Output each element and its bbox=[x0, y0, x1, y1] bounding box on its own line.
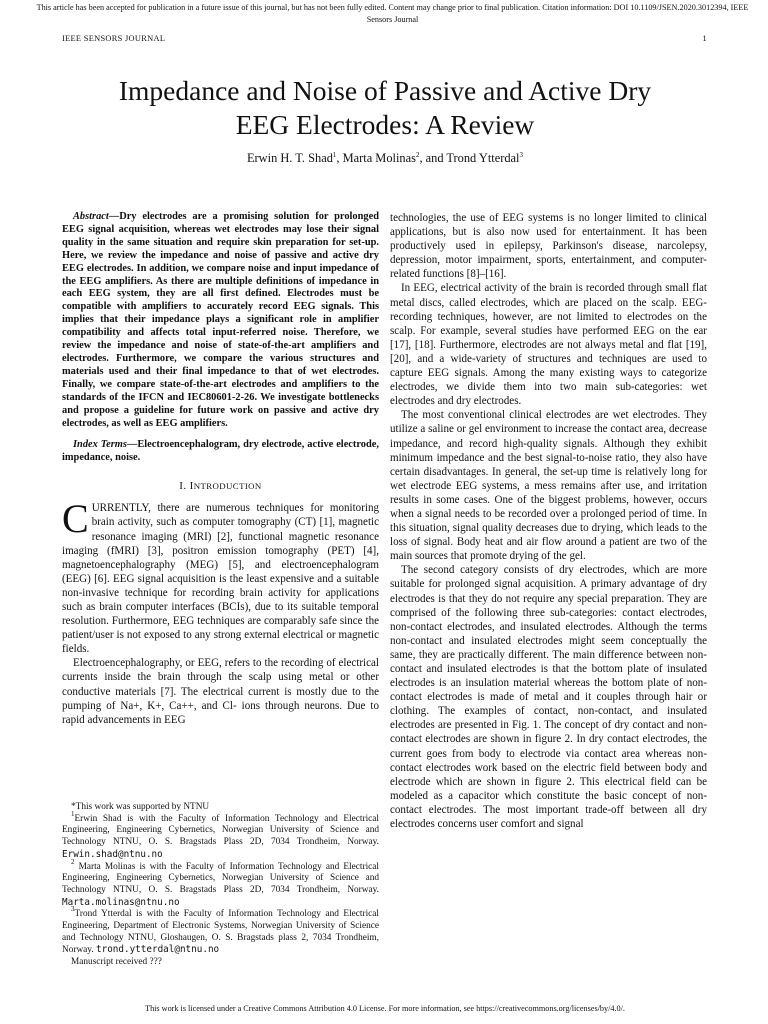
author-separator-2: , and bbox=[419, 151, 447, 165]
email-link[interactable]: Marta.molinas@ntnu.no bbox=[62, 896, 180, 908]
author-separator-1: , bbox=[336, 151, 343, 165]
author-list bbox=[40, 151, 730, 166]
left-column bbox=[62, 211, 379, 727]
abstract bbox=[62, 211, 379, 430]
body-paragraph-1: technologies, the use of EEG systems is no longer limited to clinical applications, but is also now used for entertainment. It has been productively used in epilepsy, Parkinson's disease, narcolepsy, depression, motor impairment, sports, entertainment, and computer-related functions [8]–[16]. bbox=[390, 212, 707, 281]
abstract-text: —Dry electrodes are a promising solution for prolonged EEG signal acquisition, whereas wet electrodes may lose their signal quality in the same situation and require skin preparation for set-up. Here, we review the impedance and noise of passive and active dry EEG electrodes. In addition, we compare noise and input impedance of the EEG amplifiers. As there are multiple definitions of impedance in each EEG system, they are all first defined. Electrodes must be compatible with amplifiers to accurately record EEG signals. This implies that their impedance plays a significant role in amplifier compatibility and affects total input-referred noise. Therefore, we review the impedance and noise of state-of-the-art amplifiers and electrodes. Furthermore, we compare the various structures and materials used and their final impedance to that of wet electrodes. Finally, we compare state-of-the-art electrodes and amplifiers to the standards of the IFCN and IEC80601-2-26. We investigate bottlenecks and propose a guideline for future work on passive and active dry electrodes, as well as EEG amplifiers. bbox=[62, 211, 379, 429]
abstract-label: Abstract bbox=[73, 211, 109, 222]
author-3: Trond Ytterdal bbox=[446, 151, 520, 165]
index-terms-text: —Electroencephalogram, dry electrode, active electrode, impedance, noise. bbox=[62, 439, 379, 464]
drop-cap: C bbox=[62, 496, 89, 542]
author-1-affil: 1 bbox=[332, 151, 337, 159]
footnotes bbox=[62, 802, 379, 969]
license-footer: This work is licensed under a Creative Commons Attribution 4.0 License. For more information, see https://creativecommons.org/licenses/by/4.0/. bbox=[145, 1004, 625, 1013]
body-paragraph-2: In EEG, electrical activity of the brain is recorded through small flat metal discs, called electrodes, which are placed on the scalp. EEG-recording techniques, however, are not limited to electrodes on the scalp. For example, several studies have performed EEG on the ear [17], [18]. Furthermore, electrodes are not always metal and flat [19], [20], and a wide-variety of structures and techniques are used to capture EEG signals. Among the many existing ways to categorize electrodes, we divide them into two main sub-categories: wet electrodes and dry electrodes. bbox=[390, 282, 707, 408]
email-link[interactable]: Erwin.shad@ntnu.no bbox=[62, 848, 163, 860]
footnote-1: $^1$Erwin Shad is with the Faculty of Information Technology and Electrical Engineering, Engineering Cybernetics, Norwegian University of Science and Technology NTNU, O. S. Bragstads Plass 2D, 7034 Trondheim, Norway. Erwin.shad@ntnu.no bbox=[62, 809, 379, 860]
index-terms-label: Index Terms bbox=[73, 439, 127, 451]
journal-name: IEEE SENSORS JOURNAL bbox=[62, 34, 166, 43]
page-number: 1 bbox=[702, 34, 707, 43]
manuscript-note: Manuscript received ??? bbox=[71, 957, 162, 968]
publication-notice: This article has been accepted for publication in a future issue of this journal, but has not been fully edited. Content may change prior to final publication. Citation information: DOI 10.1109/JSEN.2020.3012394, IEEE Sensors Journal bbox=[36, 3, 749, 24]
section-heading-introduction: I. INTRODUCTION bbox=[179, 480, 262, 493]
footnote-3: $^3$Trond Ytterdal is with the Faculty of Information Technology and Electrical Engineering, Department of Electronic Systems, Norwegian University of Science and Technology NTNU, Gloshaugen, O. S. Bragstads plass 2, 7034 Trondheim, Norway. trond.ytterdal@ntnu.no bbox=[62, 905, 379, 956]
body-paragraph-3: The most conventional clinical electrodes are wet electrodes. They utilize a saline or gel environment to increase the contact area, decrease impedance, and record high-quality signals. Although they exhibit minimum impedance and the best signal-to-noise ratio, they also have certain disadvantages. In general, the set-up time is relatively long for wet electrode EEG systems, a mess remains after use, and irritation results in some cases. One of the biggest problems, however, occurs when a signal needs to be recorded over a prolonged period of time. In this situation, signal quality decreases due to drying, which leads to the loss of signal. Body heat and air flow around a patient are two of the main sources that promote drying of the gel. bbox=[390, 409, 707, 563]
running-header bbox=[62, 34, 707, 43]
intro-paragraph-1: CURRENTLY, there are numerous techniques for monitoring brain activity, such as computer tomography (CT) [1], magnetic resonance imaging (MRI) [2], functional magnetic resonance imaging (fMRI) [3], positron emission tomography (PET) [4], magnetoencephalography (MEG) [5], and electroencephalogram (EEG) [6]. EEG signal acquisition is the least expensive and a suitable non-invasive technique for recording brain activity for applications such as brain computer interfaces (BCIs), due to its suitable temporal resolution. Furthermore, EEG techniques are comparably safe since the patient/user is not exposed to any strong external electrical or magnetic fields. bbox=[62, 496, 379, 656]
author-2: Marta Molinas bbox=[342, 151, 416, 165]
footnote-2: $^2$ Marta Molinas is with the Faculty of Information Technology and Electrical Engineering, Engineering Cybernetics, Norwegian University of Science and Technology NTNU, O. S. Bragstads Plass 2D, 7034 Trondheim, Norway. Marta.molinas@ntnu.no bbox=[62, 857, 379, 908]
body-paragraph-4: The second category consists of dry electrodes, which are more suitable for prolonged signal acquisition. A primary advantage of dry electrodes is that they do not require any special preparation. They are comprised of the following three sub-categories: contact electrodes, non-contact electrodes, and insulated electrodes. Although the terms non-contact and insulated electrodes might seem conceptually the same, they are practically different. The main difference between non-contact and insulated electrodes is that the bottom plate of insulated electrodes is an insulation material whereas the bottom plate of non-contact electrodes is made of metal and it couples through hair or clothing. The examples of contact, non-contact, and insulated electrodes are presented in Fig. 1. The concept of dry contact and non-contact electrodes are shown in figure 2. In dry contact electrodes, the current goes from body to electrode via contact area whereas non-contact electrodes work based on the electric field between body and electrode which are shown in figure 2. This electrical field can be modeled as a capacitor which constitute the basic concept of non-contact electrodes. The most important trade-off between all dry electrodes concerns user comfort and signal bbox=[390, 564, 707, 831]
title-line-1: Impedance and Noise of Passive and Active Dry bbox=[118, 75, 652, 106]
footnote-support: *This work was supported by NTNU bbox=[71, 802, 210, 812]
title-line-2: EEG Electrodes: A Review bbox=[235, 109, 535, 140]
right-column bbox=[390, 211, 707, 831]
author-3-affil: 3 bbox=[519, 151, 523, 159]
paper-title bbox=[40, 74, 730, 142]
author-2-affil: 2 bbox=[415, 151, 420, 159]
email-link[interactable]: trond.ytterdal@ntnu.no bbox=[96, 944, 220, 956]
intro-paragraph-2: Electroencephalography, or EEG, refers to the recording of electrical currents inside the brain through the scalp using metal or other conductive materials [7]. The electrical current is mostly due to the pumping of Na+, K+, Ca++, and Cl- ions through neurons. Due to rapid advancements in EEG bbox=[62, 657, 379, 726]
index-terms bbox=[62, 439, 379, 465]
author-1: Erwin H. T. Shad bbox=[246, 151, 333, 165]
